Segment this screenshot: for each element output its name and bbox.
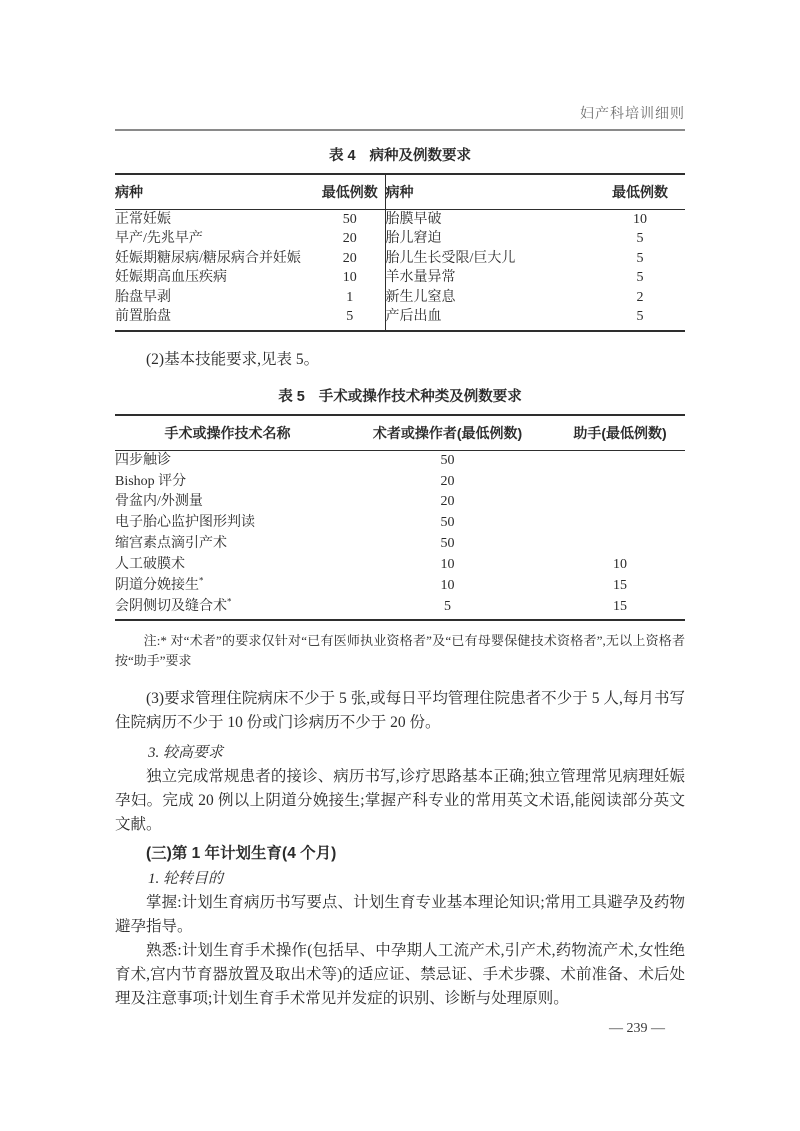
assistant-count-cell: 15 [613, 577, 627, 593]
table-row [115, 210, 685, 230]
page-content [115, 0, 685, 1039]
heading-family-planning-section: (三)第 1 年计划生育(4 个月) [146, 845, 337, 863]
table5-footnote: 注:* 对“术者”的要求仅针对“已有医师执业资格者”及“已有母婴保健技术资格者”,无以上资格者按“助手”要求 [115, 633, 685, 669]
operator-count-cell: 5 [340, 597, 555, 621]
assistant-count-cell [555, 492, 685, 513]
count-cell: 5 [636, 250, 644, 266]
table-row [115, 492, 685, 513]
table-row [115, 450, 685, 471]
operator-count-cell: 20 [440, 494, 455, 510]
count-cell: 2 [636, 289, 644, 305]
procedure-cell: 人工破膜术 [115, 557, 185, 573]
operator-count-cell: 10 [440, 577, 455, 593]
procedure-cell: 骨盆内/外测量 [115, 494, 203, 510]
table4-col-header: 病种 [385, 174, 595, 210]
paragraph-master: 掌握:计划生育病历书写要点、计划生育专业基本理论知识;常用工具避孕及药物避孕指导。 [115, 894, 685, 936]
table-row [115, 555, 685, 576]
count-cell: 20 [315, 249, 385, 269]
count-cell: 10 [315, 269, 385, 289]
assistant-count-cell [555, 513, 685, 534]
disease-cell: 胎儿窘迫 [385, 231, 442, 246]
disease-cell: 早产/先兆早产 [115, 231, 203, 246]
table-row [115, 269, 685, 289]
running-header: 妇产科培训细则 [580, 105, 685, 121]
asterisk-marker: * [227, 596, 232, 607]
operator-count-cell: 10 [440, 557, 455, 573]
table-row [115, 230, 685, 250]
page-number: — 239 — [609, 1021, 665, 1037]
paragraph-basic-skills: (2)基本技能要求,见表 5。 [146, 350, 320, 368]
table4-col-header: 最低例数 [315, 174, 385, 210]
table5-col-header: 术者或操作者(最低例数) [340, 415, 555, 451]
disease-cell: 新生儿窒息 [385, 289, 456, 305]
disease-cell: 羊水量异常 [385, 270, 456, 285]
disease-cell: 正常妊娠 [115, 211, 171, 227]
table4-col-header: 最低例数 [595, 174, 685, 210]
disease-cell: 胎儿生长受限/巨大儿 [385, 250, 516, 266]
table4-caption-label: 表 4 [328, 148, 356, 164]
paragraph-higher-requirement: 独立完成常规患者的接诊、病历书写,诊疗思路基本正确;独立管理常见病理妊娠孕妇。完成 20 例以上阴道分娩接生;掌握产科专业的常用英文术语,能阅读部分英文文献。 [115, 768, 685, 834]
table-row [115, 534, 685, 555]
table4-caption [115, 147, 685, 165]
disease-cell: 胎膜早破 [385, 211, 442, 227]
assistant-count-cell: 10 [613, 557, 627, 573]
operator-count-cell: 20 [440, 473, 455, 489]
table-row [115, 576, 685, 597]
assistant-count-cell [555, 450, 685, 471]
heading-higher-requirement: 3. 较高要求 [148, 745, 224, 762]
table4-col-header: 病种 [115, 174, 315, 210]
asterisk-marker: * [199, 575, 204, 586]
disease-cell: 前置胎盘 [115, 308, 315, 331]
table5-caption-label: 表 5 [278, 388, 305, 405]
count-cell: 5 [636, 270, 644, 285]
table-row [115, 288, 685, 308]
table-row [115, 249, 685, 269]
table4-diseases [115, 173, 685, 332]
procedure-cell: Bishop 评分 [115, 473, 187, 489]
table5-col-header: 手术或操作技术名称 [115, 415, 340, 451]
table-row [115, 597, 685, 621]
operator-count-cell: 50 [440, 452, 455, 468]
procedure-cell: 四步触诊 [115, 452, 171, 468]
assistant-count-cell: 15 [555, 597, 685, 621]
table5-caption [115, 388, 685, 406]
count-cell: 50 [315, 210, 385, 230]
heading-rotation-purpose: 1. 轮转目的 [148, 871, 224, 888]
procedure-cell: 缩宫素点滴引产术 [115, 536, 227, 552]
procedure-cell: 阴道分娩接生* [115, 575, 204, 593]
paragraph-ward-requirement: (3)要求管理住院病床不少于 5 张,或每日平均管理住院患者不少于 5 人,每月书写住院病历不少于 10 份或门诊病历不少于 20 份。 [115, 690, 685, 732]
operator-count-cell: 50 [440, 536, 455, 552]
assistant-count-cell [555, 534, 685, 555]
disease-cell: 妊娠期高血压疾病 [115, 270, 227, 285]
table4-header-row [115, 174, 685, 210]
count-cell: 20 [315, 230, 385, 250]
disease-cell: 胎盘早剥 [115, 289, 171, 305]
table5-procedures [115, 414, 685, 622]
disease-cell: 产后出血 [385, 308, 595, 331]
count-cell: 10 [633, 211, 647, 227]
table5-caption-text: 手术或操作技术种类及例数要求 [318, 388, 522, 405]
count-cell: 5 [636, 231, 644, 246]
table5-col-header: 助手(最低例数) [555, 415, 685, 451]
count-cell: 5 [315, 308, 385, 331]
operator-count-cell: 50 [440, 515, 455, 531]
procedure-cell: 电子胎心监护图形判读 [115, 515, 255, 531]
count-cell: 5 [595, 308, 685, 331]
table4-caption-text: 病种及例数要求 [369, 148, 472, 164]
table-row [115, 471, 685, 492]
table-row [115, 308, 685, 331]
header-rule [115, 129, 685, 131]
count-cell: 1 [315, 288, 385, 308]
disease-cell: 妊娠期糖尿病/糖尿病合并妊娠 [115, 250, 301, 266]
assistant-count-cell [555, 471, 685, 492]
paragraph-familiar: 熟悉:计划生育手术操作(包括早、中孕期人工流产术,引产术,药物流产术,女性绝育术,宫内节育器放置及取出术等)的适应证、禁忌证、手术步骤、术前准备、术后处理及注意事项;计划生育手术常见并发症的识别、诊断与处理原则。 [115, 942, 685, 1008]
table-row [115, 513, 685, 534]
procedure-cell: 会阴侧切及缝合术* [115, 597, 340, 621]
table5-header-row [115, 415, 685, 451]
